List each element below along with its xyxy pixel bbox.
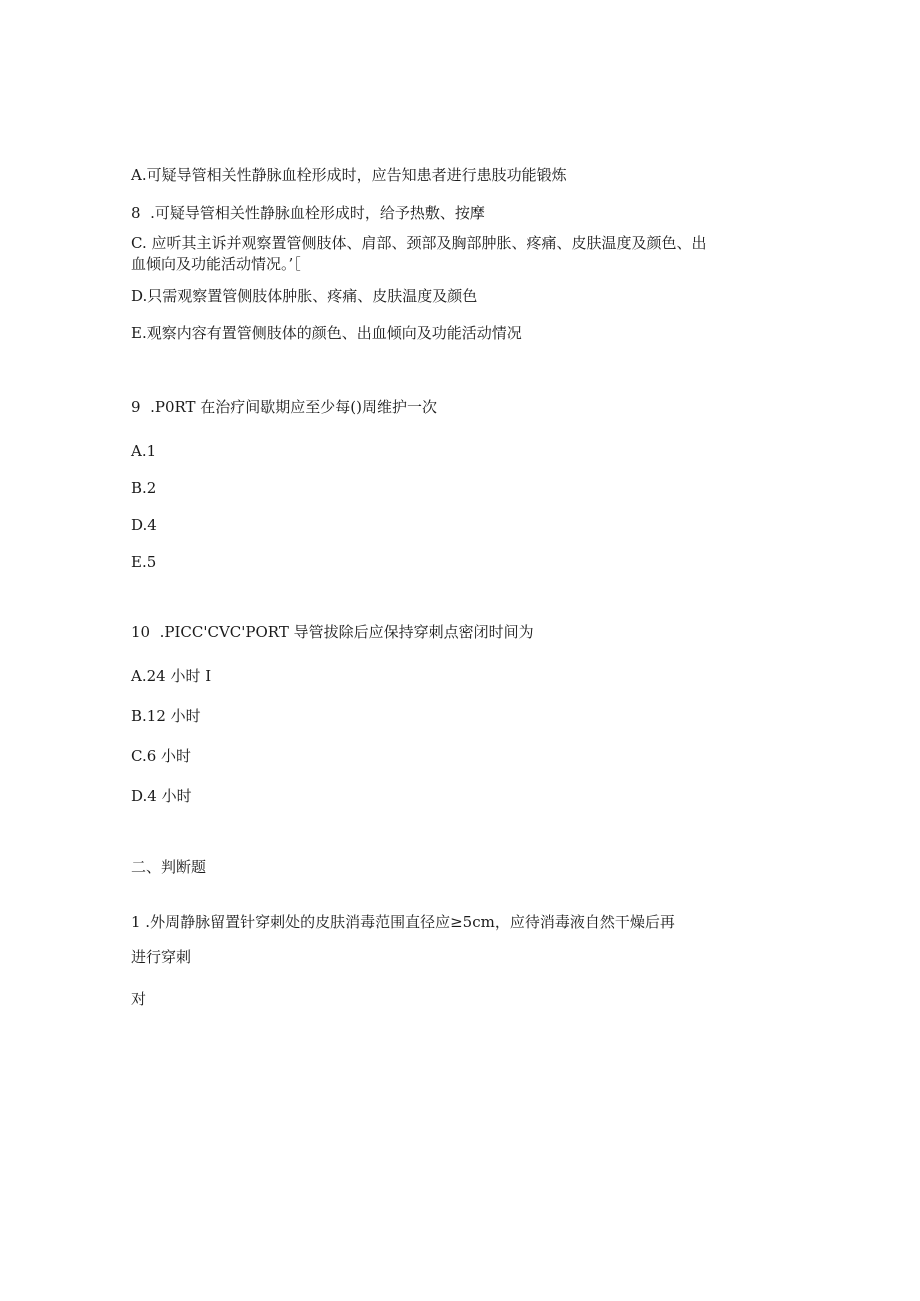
option-e: E.观察内容有置管侧肢体的颜色、出血倾向及功能活动情况 — [131, 324, 522, 342]
option-c-line2: 血倾向及功能活动情况。’［ — [131, 255, 301, 273]
option-d: D.只需观察置管侧肢体肿胀、疼痛、皮肤温度及颜色 — [131, 287, 478, 305]
question-10-option-b: B.12 小时 — [131, 707, 201, 725]
judgment-question-1-line1: 1 .外周静脉留置针穿刺处的皮肤消毒范围直径应≥5cm，应待消毒液自然干燥后再 — [131, 913, 675, 931]
question-9-option-e: E.5 — [131, 553, 157, 571]
question-10-option-c: C.6 小时 — [131, 747, 192, 765]
question-10-stem: 10 .PICC'CVC'PORT 导管拔除后应保持穿刺点密闭时间为 — [131, 623, 534, 641]
judgment-question-1-line2: 进行穿刺 — [131, 948, 192, 966]
option-a: A.可疑导管相关性静脉血栓形成时，应告知患者进行患肢功能锻炼 — [131, 166, 567, 184]
question-10-option-d: D.4 小时 — [131, 787, 192, 805]
option-c-line1: C. 应听其主诉并观察置管侧肢体、肩部、颈部及胸部肿胀、疼痛、皮肤温度及颜色、出 — [131, 234, 707, 252]
question-9-stem: 9 .P0RT 在治疗间歇期应至少每()周维护一次 — [131, 398, 437, 416]
question-9-option-a: A.1 — [131, 442, 157, 460]
question-9-option-b: B.2 — [131, 479, 157, 497]
question-9-option-d: D.4 — [131, 516, 157, 534]
question-10-option-a: A.24 小时 I — [131, 667, 212, 685]
judgment-answer: 对 — [131, 990, 147, 1008]
option-c — [131, 233, 791, 275]
option-b: 8 .可疑导管相关性静脉血栓形成时，给予热敷、按摩 — [131, 204, 485, 222]
section-heading: 二、判断题 — [131, 858, 207, 876]
